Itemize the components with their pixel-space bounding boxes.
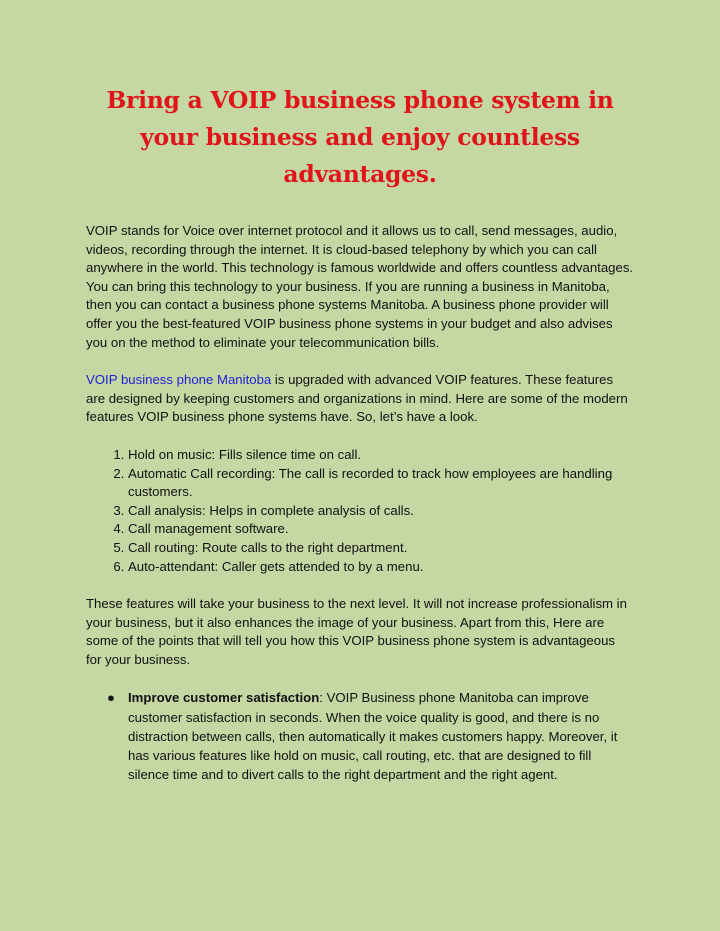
list-item: 3. Call analysis: Helps in complete analysis of calls. [128, 502, 634, 521]
list-item: 4. Call management software. [128, 520, 634, 539]
features-intro-text: is upgraded with advanced VOIP features. These features are designed by keeping customers and organizations in mind. Here are some of the modern features VOIP business phone systems have. So, let’s have a look. [86, 372, 628, 425]
benefits-list [86, 688, 634, 784]
list-item: 6. Auto-attendant: Caller gets attended to by a menu. [128, 558, 634, 577]
features-list [86, 446, 634, 576]
list-item [107, 688, 634, 784]
benefit-heading: Improve customer satisfaction [128, 690, 320, 706]
intro-paragraph: VOIP stands for Voice over internet protocol and it allows us to call, send messages, audio, videos, recording through the internet. It is cloud-based telephony by which you can call anywhere in the world. This technology is famous worldwide and offers countless advantages. You can bring this technology to your business. If you are running a business in Manitoba, then you can contact a business phone systems Manitoba. A business phone provider will offer you the best-featured VOIP business phone systems in your budget and also advises you on the method to eliminate your telecommunication bills. [86, 223, 634, 350]
list-item: 2. Automatic Call recording: The call is recorded to track how employees are handling customers. [128, 465, 634, 502]
voip-manitoba-link[interactable]: VOIP business phone Manitoba [86, 372, 272, 388]
bullet-icon: ● [107, 690, 115, 706]
features-intro-paragraph [86, 371, 634, 427]
list-item: 5. Call routing: Route calls to the right department. [128, 539, 634, 558]
document-title: Bring a VOIP business phone system in your business and enjoy countless advantages. [106, 86, 614, 188]
list-item: 1. Hold on music: Fills silence time on call. [128, 446, 634, 465]
benefit-text: : VOIP Business phone Manitoba can improve customer satisfaction in seconds. When the voice quality is good, and there is no distraction between calls, then automatically it makes customers happy. Moreover, it has various features like hold on music, call routing, etc. that are designed to fill silence time and to divert calls to the right department and the right agent. [128, 690, 618, 783]
benefits-intro-paragraph: These features will take your business to the next level. It will not increase professionalism in your business, but it also enhances the image of your business. Apart from this, Here are some of the points that will tell you how this VOIP business phone system is advantageous for your business. [86, 596, 627, 667]
